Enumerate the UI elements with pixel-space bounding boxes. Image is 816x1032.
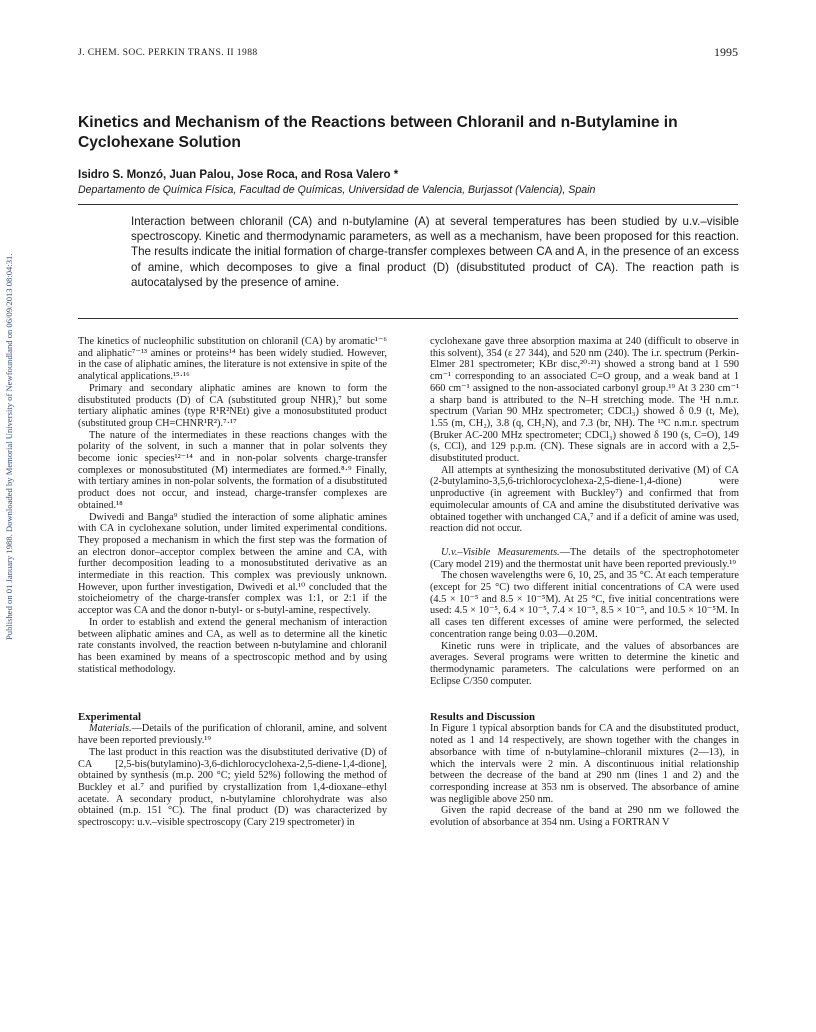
section-gap	[430, 699, 739, 711]
uv-paragraph: Kinetic runs were in triplicate, and the values of absorbances are averages. Several programs were written to determine the kinetic and thermodynamic parameters. The calculations were performed on an Eclipse C/350 computer.	[430, 640, 739, 687]
intro-paragraph: Dwivedi and Banga⁹ studied the interaction of some aliphatic amines with CA in cyclohexane solution, under limited experimental conditions. They proposed a mechanism in which the first step was the formation of an electron donor–acceptor complex between the amine and CA, with further decomposition leading to a monosubstituted derivative as an intermediate in this reaction. This complex was previously unknown. However, upon further investigation, Dwivedi et al.¹⁰ concluded that the stoicheiometry of the charge-transfer complex was 1:1, or 2:1 if the acceptor was CA and the donor n-butyl- or s-butyl-amine, respectively.	[78, 511, 387, 617]
intro-paragraph: The kinetics of nucleophilic substitution on chloranil (CA) by aromatic¹⁻⁶ and aliphatic⁷⁻¹³ amines or proteins¹⁴ has been widely studied. However, in the case of aliphatic amines, the literature is not extensive in spite of the analytical applications.¹⁵·¹⁶	[78, 336, 387, 383]
body-paragraph: cyclohexane gave three absorption maxima at 240 (difficult to observe in this solvent), 354 (ε 27 344), and 520 nm (240). The i.r. spectrum (Perkin-Elmer 281 spectrometer; KBr disc,²⁰·²¹) showed a strong band at 1 590 cm⁻¹ corresponding to an associated C=O group, and a weak band at 1 660 cm⁻¹ assigned to the non-associated carbonyl group.¹⁹ At 3 230 cm⁻¹ a sharp band is attributed to the N–H stretching mode. The ¹H n.m.r. spectrum (Varian 90 MHz spectrometer; CDCl₃) showed δ 0.9 (t, Me), 1.55 (m, CH₂), 3.8 (q, CH₂N), and 7.3 (br, NH). The ¹³C n.m.r. spectrum (Bruker AC-200 MHz spectrometer; CDCl₃) showed δ 190 (s, C=O), 149 (s, CCl), and 129 p.p.m. (CN). These signals are in accord with a 2,5-disubstituted product.	[430, 336, 739, 465]
header-rule	[78, 204, 738, 205]
intro-paragraph: In order to establish and extend the general mechanism of interaction between aliphatic amines and CA, as well as to determine all the kinetic rate constants involved, the reaction between n-butylamine and chloranil has been examined by means of a spectroscopic method and by using statistical methodology.	[78, 616, 387, 675]
section-gap	[430, 687, 739, 699]
materials-run-in: Materials.	[89, 723, 132, 735]
abstract: Interaction between chloranil (CA) and n-butylamine (A) at several temperatures has been studied by u.v.–visible spectroscopy. Kinetic and thermodynamic parameters, as well as a mechanism, have been proposed for this reaction. The results indicate the initial formation of charge-transfer complexes between CA and A, in the presence of an excess of amine, which decomposes to give a final product (D) (disubstituted product of CA). The reaction path is autocatalysed by the presence of amine.	[131, 215, 739, 289]
section-gap	[78, 699, 387, 711]
page-number: 1995	[714, 45, 738, 59]
experimental-paragraph	[78, 723, 387, 746]
article-title: Kinetics and Mechanism of the Reactions between Chloranil and n-Butylamine in Cyclohexane Solution	[78, 114, 678, 151]
results-paragraph: Given the rapid decrease of the band at 290 nm we followed the evolution of absorbance at 354 nm. Using a FORTRAN V	[430, 805, 739, 829]
section-gap	[78, 675, 387, 687]
intro-paragraph: The nature of the intermediates in these reactions changes with the polarity of the solvent, in such a manner that in polar solvents they become ionic species¹²⁻¹⁴ and in non-polar solvents charge-transfer complexes or monosubstituted (M) intermediates are formed.⁸·⁹ Finally, with tertiary amines in non-polar solvents, the formation of a disubstituted product does not occur, and instead, charge-transfer complexes are obtained.¹⁸	[78, 429, 387, 511]
author-list: Isidro S. Monzó, Juan Palou, Jose Roca, and Rosa Valero *	[78, 169, 399, 181]
results-heading: Results and Discussion	[430, 711, 536, 724]
download-watermark-text: Published on 01 January 1988. Downloaded by Memorial University of Newfoundland on 06/09/2013 08:04:31.	[4, 253, 14, 640]
section-gap	[430, 535, 739, 547]
body-paragraph: All attempts at synthesizing the monosubstituted derivative (M) of CA (2-butylamino-3,5,6-trichlorocyclohexa-2,5-diene-1,4-dione) were unproductive (in agreement with Buckley⁷) and confirmed that from equimolecular amounts of CA and amine the disubstituted derivative was obtained together with unchanged CA,⁷ and if a deficit of amine was used, reaction did not occur.	[430, 464, 739, 535]
right-column	[430, 336, 739, 829]
affiliation: Departamento de Química Física, Facultad de Químicas, Universidad de Valencia, Burjassot (Valencia), Spain	[78, 184, 596, 196]
experimental-paragraph: The last product in this reaction was the disubstituted derivative (D) of CA [2,5-bis(butylamino)-3,6-dichlorocyclohexa-2,5-diene-1,4-dione], obtained by synthesis (m.p. 200 °C; yield 52%) following the method of Buckley et al.⁷ and purified by crystallization from 1,4-dioxane–ethyl acetate. A secondary product, n-butylamine chlorohydrate was also obtained (m.p. 151 °C). The final product (D) was characterized by spectroscopy: u.v.–visible spectroscopy (Cary 219 spectrometer) in	[78, 746, 387, 829]
uv-run-in: U.v.–Visible Measurements.	[441, 546, 560, 558]
uv-paragraph: The chosen wavelengths were 6, 10, 25, and 35 °C. At each temperature (except for 25 °C) two different initial concentrations of CA were used (4.5 × 10⁻⁵ and 8.5 × 10⁻⁵M). At 25 °C, five initial concentrations were used: 4.5 × 10⁻⁵, 6.4 × 10⁻⁵, 7.4 × 10⁻⁵, 8.5 × 10⁻⁵, and 10.5 × 10⁻⁵M. In all cases ten different excesses of amine were performed, the selected concentration range being 0.03—0.20M.	[430, 570, 739, 640]
uv-paragraph	[430, 547, 739, 570]
abstract-rule	[78, 318, 738, 319]
uv-text: —The details of the spectrophotometer (Cary model 219) and the thermostat unit have been reported previously.¹⁹	[430, 546, 739, 570]
results-paragraph: In Figure 1 typical absorption bands for CA and the disubstituted product, noted as 1 and 14 respectively, are shown together with the changes in absorbance with time of n-butylamine–chloranil mixtures (2—13), in which the intervals were 2 min. A discontinuous initial relationship between the decrease of the band at 290 nm (lines 1 and 2) and the corresponding increase at 353 nm is observed. The absorbance of amine was negligible above 250 nm.	[430, 723, 739, 805]
experimental-heading: Experimental	[78, 711, 141, 724]
running-head: J. CHEM. SOC. PERKIN TRANS. II 1988	[78, 47, 258, 58]
left-column	[78, 336, 387, 829]
section-gap	[78, 687, 387, 699]
intro-paragraph: Primary and secondary aliphatic amines are known to form the disubstituted products (D) of CA (substituted group NHR),⁷ but some tertiary aliphatic amines (type R¹R²NEt) give a monosubstituted product (substituted group CH=CHNR¹R²).⁷·¹⁷	[78, 382, 387, 429]
materials-text: —Details of the purification of chloranil, amine, and solvent have been reported previously.¹⁹	[78, 723, 387, 747]
download-watermark	[1, 160, 15, 640]
